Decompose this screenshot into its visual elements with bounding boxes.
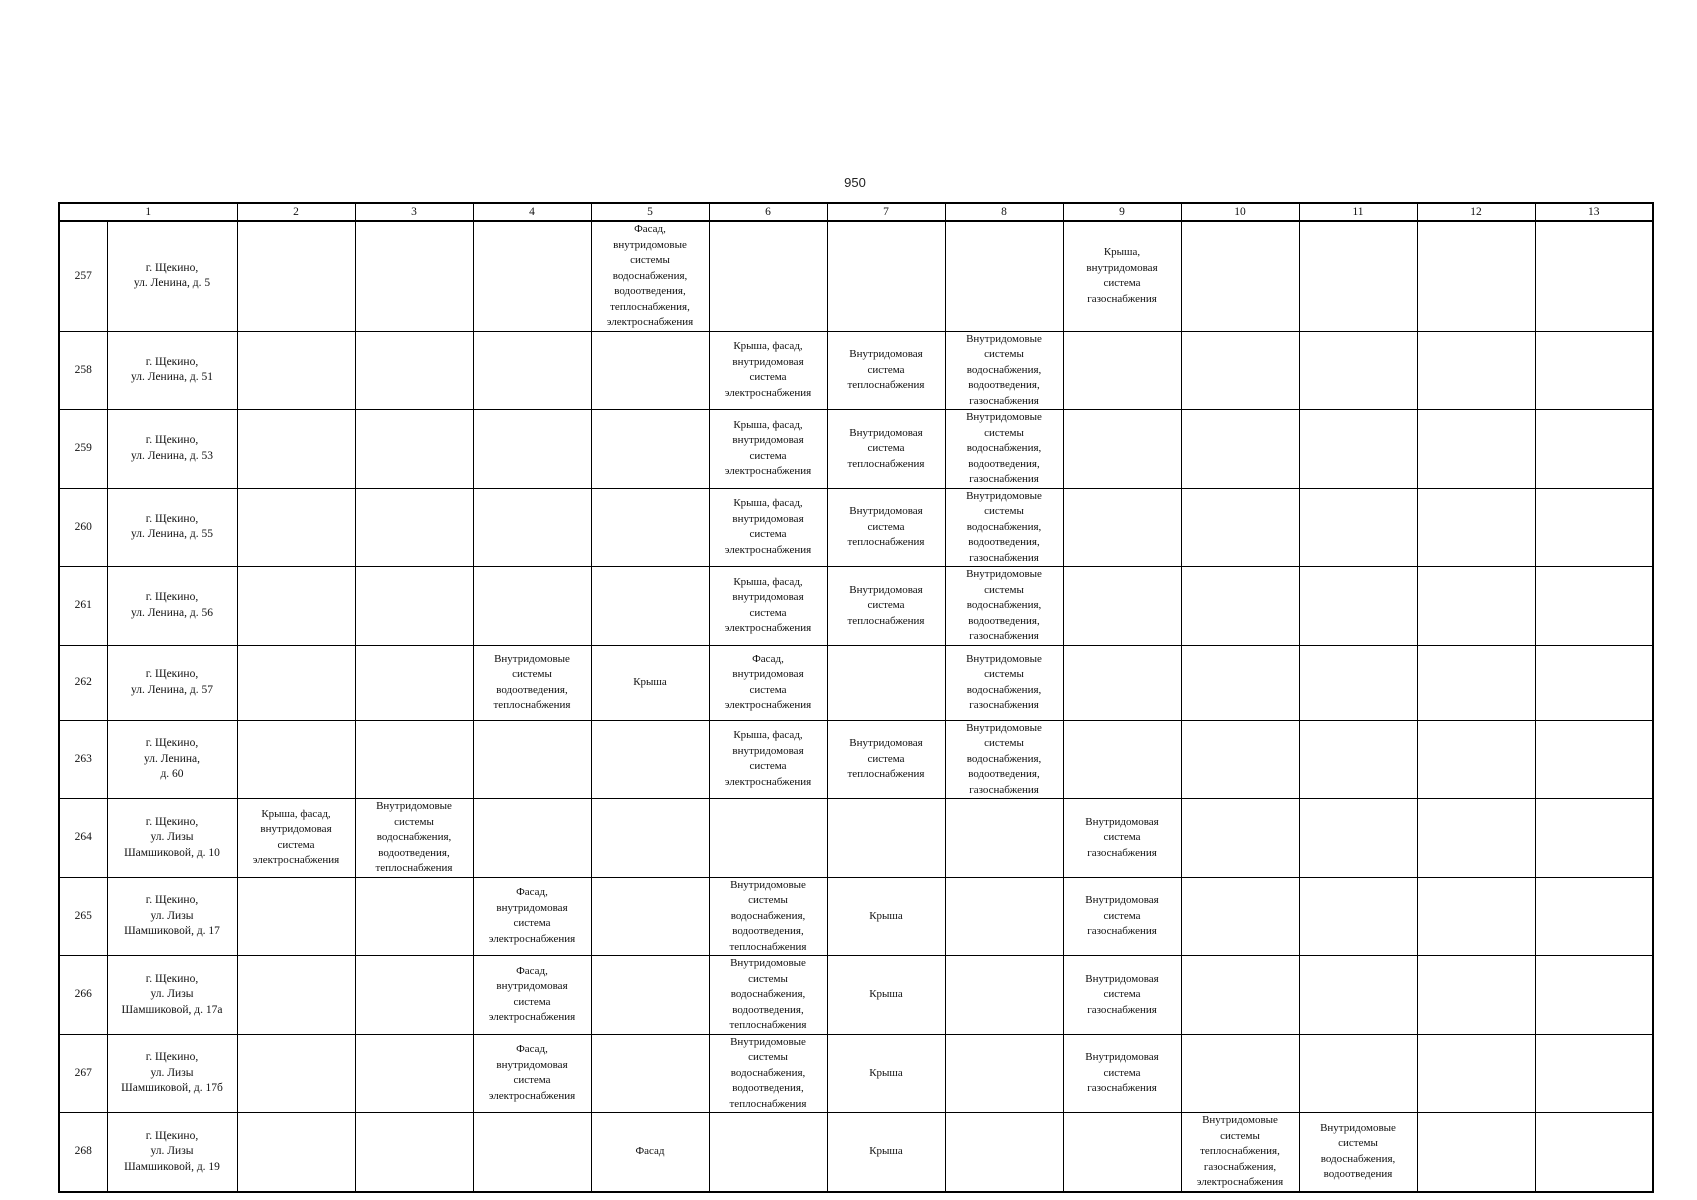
work-cell xyxy=(827,799,945,878)
work-cell: Фасад, внутридомовая система электроснабжения xyxy=(709,645,827,720)
work-cell xyxy=(237,488,355,567)
work-cell: Крыша, фасад, внутридомовая система электроснабжения xyxy=(709,331,827,410)
column-header: 4 xyxy=(473,203,591,221)
column-header: 13 xyxy=(1535,203,1653,221)
work-cell: Фасад xyxy=(591,1113,709,1192)
work-cell xyxy=(591,567,709,646)
work-cell xyxy=(591,410,709,489)
work-cell: Крыша, внутридомовая система газоснабжения xyxy=(1063,221,1181,331)
table-row xyxy=(59,877,1653,956)
work-cell xyxy=(1181,410,1299,489)
work-cell xyxy=(355,1034,473,1113)
work-cell xyxy=(827,221,945,331)
address-cell: г. Щекино, ул. Ленина, д. 57 xyxy=(107,645,237,720)
work-cell xyxy=(1417,567,1535,646)
work-cell xyxy=(237,956,355,1035)
work-cell xyxy=(1299,799,1417,878)
work-cell xyxy=(1535,877,1653,956)
work-cell xyxy=(1181,221,1299,331)
work-cell: Внутридомовые системы водоснабжения, водоотведения, теплоснабжения xyxy=(355,799,473,878)
work-cell xyxy=(1535,720,1653,799)
row-number: 259 xyxy=(59,410,107,489)
work-cell xyxy=(1535,331,1653,410)
work-cell xyxy=(827,645,945,720)
address-cell: г. Щекино, ул. Лизы Шамшиковой, д. 10 xyxy=(107,799,237,878)
work-cell: Внутридомовые системы водоотведения, теплоснабжения xyxy=(473,645,591,720)
work-cell xyxy=(237,1113,355,1192)
work-cell xyxy=(473,567,591,646)
work-cell xyxy=(591,956,709,1035)
work-cell xyxy=(1063,720,1181,799)
row-number: 260 xyxy=(59,488,107,567)
work-cell xyxy=(1299,331,1417,410)
work-cell: Внутридомовые системы водоснабжения, водоотведения, газоснабжения xyxy=(945,410,1063,489)
work-cell: Внутридомовые системы водоснабжения, водоотведения, теплоснабжения xyxy=(709,1034,827,1113)
work-cell xyxy=(945,1034,1063,1113)
work-cell: Внутридомовая система теплоснабжения xyxy=(827,720,945,799)
work-cell xyxy=(1181,567,1299,646)
work-cell xyxy=(1299,720,1417,799)
work-cell xyxy=(1417,410,1535,489)
work-cell xyxy=(1299,645,1417,720)
work-cell xyxy=(1181,645,1299,720)
row-number: 264 xyxy=(59,799,107,878)
work-cell xyxy=(237,410,355,489)
work-cell: Внутридомовые системы водоснабжения, водоотведения xyxy=(1299,1113,1417,1192)
work-cell xyxy=(1535,956,1653,1035)
table-row xyxy=(59,221,1653,331)
work-cell xyxy=(1299,567,1417,646)
work-cell xyxy=(1063,645,1181,720)
work-cell: Внутридомовая система теплоснабжения xyxy=(827,410,945,489)
table-row xyxy=(59,799,1653,878)
work-cell xyxy=(1063,488,1181,567)
work-cell: Внутридомовая система газоснабжения xyxy=(1063,877,1181,956)
work-cell xyxy=(591,720,709,799)
work-cell xyxy=(1417,799,1535,878)
work-cell: Внутридомовые системы теплоснабжения, газоснабжения, электроснабжения xyxy=(1181,1113,1299,1192)
row-number: 265 xyxy=(59,877,107,956)
work-cell xyxy=(355,645,473,720)
work-cell xyxy=(1299,877,1417,956)
work-cell xyxy=(237,1034,355,1113)
work-cell xyxy=(1181,956,1299,1035)
work-cell xyxy=(1535,410,1653,489)
work-cell: Внутридомовая система теплоснабжения xyxy=(827,488,945,567)
work-cell xyxy=(1535,221,1653,331)
work-cell xyxy=(1299,1034,1417,1113)
work-cell xyxy=(1181,799,1299,878)
work-cell xyxy=(473,221,591,331)
work-cell xyxy=(1417,221,1535,331)
work-cell xyxy=(1181,877,1299,956)
work-cell: Внутридомовая система газоснабжения xyxy=(1063,1034,1181,1113)
work-cell: Внутридомовые системы водоснабжения, водоотведения, газоснабжения xyxy=(945,488,1063,567)
work-cell xyxy=(355,956,473,1035)
work-cell xyxy=(1535,567,1653,646)
table-row xyxy=(59,410,1653,489)
work-cell xyxy=(1299,488,1417,567)
work-cell xyxy=(473,799,591,878)
table-row xyxy=(59,645,1653,720)
address-cell: г. Щекино, ул. Ленина, д. 53 xyxy=(107,410,237,489)
work-cell xyxy=(1417,877,1535,956)
work-cell xyxy=(1063,567,1181,646)
row-number: 268 xyxy=(59,1113,107,1192)
work-cell xyxy=(1299,410,1417,489)
work-cell: Крыша, фасад, внутридомовая система электроснабжения xyxy=(709,567,827,646)
work-cell xyxy=(237,567,355,646)
work-cell: Внутридомовые системы водоснабжения, водоотведения, газоснабжения xyxy=(945,567,1063,646)
table-row xyxy=(59,720,1653,799)
row-number: 257 xyxy=(59,221,107,331)
column-header: 10 xyxy=(1181,203,1299,221)
work-cell xyxy=(1181,488,1299,567)
table-row xyxy=(59,956,1653,1035)
work-cell xyxy=(355,488,473,567)
table-row xyxy=(59,1034,1653,1113)
work-cell xyxy=(1299,956,1417,1035)
page-number: 950 xyxy=(844,175,866,190)
column-header: 3 xyxy=(355,203,473,221)
work-cell xyxy=(1063,331,1181,410)
work-cell xyxy=(1181,1034,1299,1113)
table-row xyxy=(59,331,1653,410)
work-cell: Крыша xyxy=(827,877,945,956)
work-cell xyxy=(591,488,709,567)
work-cell xyxy=(1535,645,1653,720)
work-cell xyxy=(945,956,1063,1035)
work-cell xyxy=(237,331,355,410)
work-cell xyxy=(1417,488,1535,567)
work-cell xyxy=(355,221,473,331)
column-header: 1 xyxy=(59,203,237,221)
address-cell: г. Щекино, ул. Ленина, д. 56 xyxy=(107,567,237,646)
row-number: 261 xyxy=(59,567,107,646)
work-cell xyxy=(355,877,473,956)
address-cell: г. Щекино, ул. Ленина, д. 5 xyxy=(107,221,237,331)
column-header: 5 xyxy=(591,203,709,221)
table-row xyxy=(59,1113,1653,1192)
work-cell xyxy=(591,331,709,410)
work-cell: Внутридомовые системы водоснабжения, водоотведения, газоснабжения xyxy=(945,331,1063,410)
work-cell xyxy=(1181,331,1299,410)
work-cell xyxy=(355,1113,473,1192)
work-cell: Крыша xyxy=(827,1113,945,1192)
work-cell xyxy=(591,799,709,878)
address-cell: г. Щекино, ул. Лизы Шамшиковой, д. 17 xyxy=(107,877,237,956)
work-cell xyxy=(473,1113,591,1192)
row-number: 263 xyxy=(59,720,107,799)
work-cell: Внутридомовая система теплоснабжения xyxy=(827,567,945,646)
work-cell xyxy=(1417,331,1535,410)
work-cell xyxy=(709,221,827,331)
work-cell xyxy=(1535,1113,1653,1192)
work-cell xyxy=(473,410,591,489)
work-cell: Крыша xyxy=(827,956,945,1035)
work-cell: Внутридомовая система теплоснабжения xyxy=(827,331,945,410)
work-cell xyxy=(709,799,827,878)
work-cell xyxy=(591,877,709,956)
work-cell: Крыша xyxy=(827,1034,945,1113)
row-number: 266 xyxy=(59,956,107,1035)
row-number: 258 xyxy=(59,331,107,410)
work-cell: Фасад, внутридомовая система электроснабжения xyxy=(473,1034,591,1113)
work-cell: Внутридомовые системы водоснабжения, водоотведения, газоснабжения xyxy=(945,720,1063,799)
work-cell: Фасад, внутридомовые системы водоснабжения, водоотведения, теплоснабжения, электроснабжения xyxy=(591,221,709,331)
work-cell: Крыша, фасад, внутридомовая система электроснабжения xyxy=(709,488,827,567)
work-cell xyxy=(1535,799,1653,878)
work-cell: Фасад, внутридомовая система электроснабжения xyxy=(473,956,591,1035)
table-row xyxy=(59,567,1653,646)
table-row xyxy=(59,488,1653,567)
work-cell xyxy=(945,877,1063,956)
column-header: 8 xyxy=(945,203,1063,221)
column-header: 6 xyxy=(709,203,827,221)
work-cell xyxy=(591,1034,709,1113)
column-header: 7 xyxy=(827,203,945,221)
work-cell xyxy=(473,488,591,567)
work-cell xyxy=(1417,645,1535,720)
work-cell xyxy=(237,877,355,956)
work-cell xyxy=(1181,720,1299,799)
work-cell xyxy=(355,720,473,799)
work-cell: Фасад, внутридомовая система электроснабжения xyxy=(473,877,591,956)
address-cell: г. Щекино, ул. Лизы Шамшиковой, д. 19 xyxy=(107,1113,237,1192)
work-cell xyxy=(1417,956,1535,1035)
work-cell xyxy=(1535,488,1653,567)
work-cell xyxy=(945,1113,1063,1192)
work-cell xyxy=(1535,1034,1653,1113)
column-header: 9 xyxy=(1063,203,1181,221)
row-number: 267 xyxy=(59,1034,107,1113)
work-cell: Внутридомовые системы водоснабжения, водоотведения, теплоснабжения xyxy=(709,877,827,956)
work-cell: Внутридомовая система газоснабжения xyxy=(1063,799,1181,878)
address-cell: г. Щекино, ул. Лизы Шамшиковой, д. 17б xyxy=(107,1034,237,1113)
work-cell xyxy=(1417,720,1535,799)
work-cell xyxy=(945,221,1063,331)
work-cell xyxy=(1299,221,1417,331)
work-cell xyxy=(473,720,591,799)
work-cell xyxy=(355,331,473,410)
work-cell xyxy=(1417,1113,1535,1192)
work-cell: Крыша, фасад, внутридомовая система электроснабжения xyxy=(709,720,827,799)
work-cell xyxy=(473,331,591,410)
table-header-row xyxy=(59,203,1653,221)
work-cell: Внутридомовая система газоснабжения xyxy=(1063,956,1181,1035)
work-cell: Внутридомовые системы водоснабжения, газоснабжения xyxy=(945,645,1063,720)
column-header: 11 xyxy=(1299,203,1417,221)
work-cell xyxy=(1063,410,1181,489)
repair-schedule-table xyxy=(58,202,1654,1193)
work-cell: Крыша, фасад, внутридомовая система электроснабжения xyxy=(709,410,827,489)
work-cell: Внутридомовые системы водоснабжения, водоотведения, теплоснабжения xyxy=(709,956,827,1035)
column-header: 12 xyxy=(1417,203,1535,221)
work-cell: Крыша, фасад, внутридомовая система электроснабжения xyxy=(237,799,355,878)
work-cell xyxy=(237,645,355,720)
work-cell xyxy=(1417,1034,1535,1113)
work-cell xyxy=(355,410,473,489)
address-cell: г. Щекино, ул. Лизы Шамшиковой, д. 17а xyxy=(107,956,237,1035)
work-cell xyxy=(945,799,1063,878)
work-cell xyxy=(709,1113,827,1192)
address-cell: г. Щекино, ул. Ленина, д. 55 xyxy=(107,488,237,567)
work-cell xyxy=(237,720,355,799)
address-cell: г. Щекино, ул. Ленина, д. 60 xyxy=(107,720,237,799)
work-cell xyxy=(237,221,355,331)
work-cell xyxy=(355,567,473,646)
row-number: 262 xyxy=(59,645,107,720)
address-cell: г. Щекино, ул. Ленина, д. 51 xyxy=(107,331,237,410)
work-cell xyxy=(1063,1113,1181,1192)
work-cell: Крыша xyxy=(591,645,709,720)
column-header: 2 xyxy=(237,203,355,221)
